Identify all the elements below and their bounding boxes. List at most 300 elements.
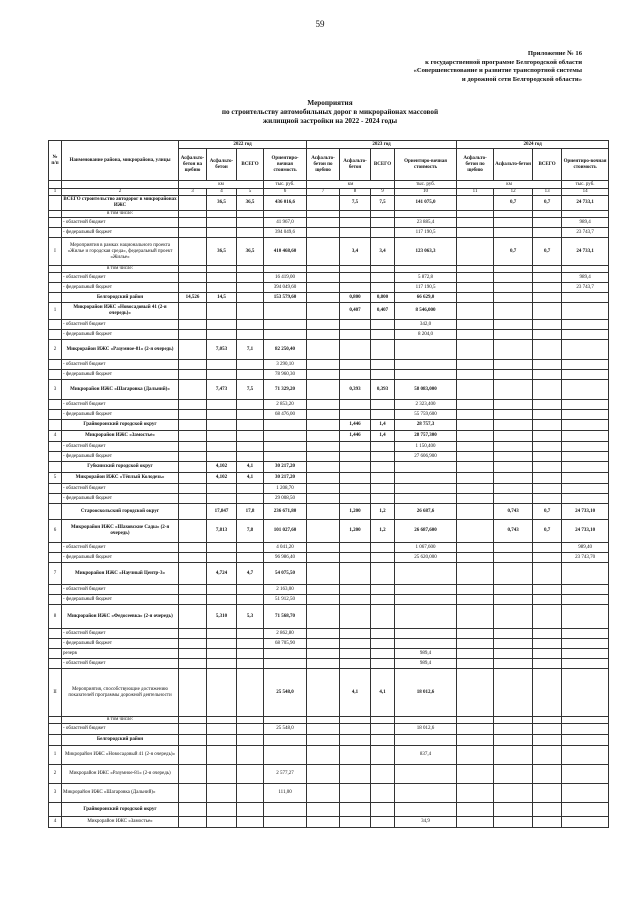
row-value xyxy=(457,585,494,595)
row-name: - федеральный бюджет xyxy=(62,410,179,420)
row-value xyxy=(179,452,207,462)
row-name: Микрорайон ИЖС «Тёплый Колодезь» xyxy=(62,473,179,484)
table-row xyxy=(49,494,609,504)
row-name: - федеральный бюджет xyxy=(62,553,179,563)
header-asphalt-gravel: Асфальто-бетон на щебню xyxy=(179,149,207,181)
row-value xyxy=(371,563,395,585)
row-value xyxy=(562,266,609,273)
table-row xyxy=(49,639,609,649)
row-value xyxy=(533,360,562,370)
row-value: 23 743,7 xyxy=(562,283,609,293)
row-number xyxy=(49,717,62,724)
row-value xyxy=(457,724,494,735)
row-value xyxy=(457,218,494,228)
row-value xyxy=(457,669,494,717)
row-value: 2 163,00 xyxy=(264,585,307,595)
row-number xyxy=(49,585,62,595)
row-value xyxy=(457,659,494,669)
row-value xyxy=(494,543,533,553)
row-value xyxy=(494,218,533,228)
row-value xyxy=(371,370,395,380)
row-value xyxy=(395,563,457,585)
row-value: 0,800 xyxy=(371,293,395,303)
table-row xyxy=(49,320,609,330)
row-value xyxy=(562,784,609,803)
row-value xyxy=(562,649,609,659)
unit-trub: тыс. руб. xyxy=(562,181,609,189)
row-value: 153 579,60 xyxy=(264,293,307,303)
row-value xyxy=(207,629,237,639)
table-row xyxy=(49,442,609,452)
row-value xyxy=(562,585,609,595)
row-value xyxy=(533,563,562,585)
row-value: 24 733,1 xyxy=(562,238,609,266)
row-value: 28 757,300 xyxy=(395,431,457,442)
row-value xyxy=(237,817,264,828)
row-value: 837,4 xyxy=(395,746,457,765)
row-value: 1,446 xyxy=(340,431,371,442)
row-value xyxy=(457,462,494,473)
row-value xyxy=(307,420,340,431)
row-value xyxy=(340,228,371,238)
row-value xyxy=(207,494,237,504)
row-value xyxy=(237,370,264,380)
row-value xyxy=(533,420,562,431)
row-value xyxy=(179,669,207,717)
header-asphalt-concrete: Асфальто-бетон xyxy=(207,149,237,181)
row-number xyxy=(49,649,62,659)
row-value xyxy=(307,283,340,293)
row-value xyxy=(264,803,307,817)
row-value xyxy=(307,563,340,585)
row-name: Мероприятия в рамках национального проекта «Жилье и городская среда», федеральный проект «Жилье» xyxy=(62,238,179,266)
unit-trub: тыс. руб. xyxy=(264,181,307,189)
row-value xyxy=(494,817,533,828)
table-row xyxy=(49,238,609,266)
row-value xyxy=(562,303,609,320)
row-value xyxy=(179,380,207,400)
row-value: 989,40 xyxy=(562,543,609,553)
row-value xyxy=(494,400,533,410)
row-value: 16 419,00 xyxy=(264,273,307,283)
row-value xyxy=(207,595,237,605)
row-value xyxy=(340,784,371,803)
row-value xyxy=(395,484,457,494)
row-value xyxy=(457,400,494,410)
row-value xyxy=(340,629,371,639)
row-value xyxy=(494,360,533,370)
row-value xyxy=(562,605,609,629)
row-value xyxy=(207,553,237,563)
row-value xyxy=(533,293,562,303)
row-value xyxy=(457,380,494,400)
row-value xyxy=(457,649,494,659)
row-value xyxy=(457,320,494,330)
row-value xyxy=(307,273,340,283)
row-value xyxy=(207,803,237,817)
row-value xyxy=(562,659,609,669)
row-number: 1 xyxy=(49,303,62,320)
row-value xyxy=(264,746,307,765)
row-value: 7,1 xyxy=(237,340,264,360)
row-value xyxy=(207,639,237,649)
row-name: - областной бюджет xyxy=(62,360,179,370)
unit-km: км xyxy=(179,181,264,189)
row-value xyxy=(179,462,207,473)
appendix-line: Приложение № 16 xyxy=(527,50,582,57)
row-value xyxy=(371,629,395,639)
row-value xyxy=(307,553,340,563)
header-year-2022: 2022 год xyxy=(179,141,307,149)
row-value xyxy=(307,452,340,462)
row-value: 3 290,10 xyxy=(264,360,307,370)
row-value xyxy=(307,442,340,452)
row-number: 4 xyxy=(49,431,62,442)
row-value xyxy=(371,659,395,669)
row-value xyxy=(371,649,395,659)
row-value: 96 986,40 xyxy=(264,553,307,563)
row-name: - областной бюджет xyxy=(62,659,179,669)
row-value: 236 671,80 xyxy=(264,504,307,520)
row-value xyxy=(207,442,237,452)
row-value xyxy=(237,669,264,717)
row-value xyxy=(179,228,207,238)
row-value xyxy=(457,211,494,218)
row-value xyxy=(395,803,457,817)
row-value xyxy=(562,765,609,784)
row-value xyxy=(562,669,609,717)
row-value: 24 733,10 xyxy=(562,520,609,543)
row-value xyxy=(237,273,264,283)
row-value xyxy=(307,473,340,484)
row-number: 1 xyxy=(49,746,62,765)
row-value xyxy=(179,473,207,484)
row-value xyxy=(395,765,457,784)
row-name: - федеральный бюджет xyxy=(62,494,179,504)
row-value xyxy=(237,585,264,595)
row-value: 1,4 xyxy=(371,420,395,431)
row-number xyxy=(49,228,62,238)
row-value xyxy=(179,765,207,784)
row-value xyxy=(179,629,207,639)
row-number xyxy=(49,639,62,649)
column-number: 10 xyxy=(395,189,457,196)
table-row xyxy=(49,629,609,639)
table-row xyxy=(49,563,609,585)
row-value xyxy=(371,442,395,452)
row-value xyxy=(340,746,371,765)
row-value xyxy=(533,543,562,553)
row-name: - областной бюджет xyxy=(62,320,179,330)
row-value xyxy=(237,400,264,410)
row-value xyxy=(533,473,562,484)
row-value: 4 041,20 xyxy=(264,543,307,553)
row-value xyxy=(494,724,533,735)
row-value: 2 323,400 xyxy=(395,400,457,410)
row-value xyxy=(207,320,237,330)
row-value xyxy=(179,431,207,442)
row-value xyxy=(207,452,237,462)
row-value: 0,743 xyxy=(494,504,533,520)
row-value xyxy=(237,784,264,803)
header-number: № п/п xyxy=(49,141,62,181)
row-value xyxy=(494,784,533,803)
row-value xyxy=(179,283,207,293)
row-value xyxy=(371,452,395,462)
row-number xyxy=(49,442,62,452)
row-value: 41 967,0 xyxy=(264,218,307,228)
row-value: 26 687,600 xyxy=(395,520,457,543)
row-value xyxy=(340,452,371,462)
row-value: 78 960,30 xyxy=(264,370,307,380)
row-value xyxy=(494,452,533,462)
appendix-header xyxy=(414,50,582,84)
table-row xyxy=(49,370,609,380)
row-number xyxy=(49,410,62,420)
row-value xyxy=(340,330,371,340)
table-row xyxy=(49,273,609,283)
row-value: 55 759,600 xyxy=(395,410,457,420)
row-value xyxy=(533,303,562,320)
row-value xyxy=(179,303,207,320)
row-value xyxy=(371,595,395,605)
row-value xyxy=(340,717,371,724)
row-value xyxy=(179,504,207,520)
row-value xyxy=(533,442,562,452)
row-number: 2 xyxy=(49,340,62,360)
row-value xyxy=(395,340,457,360)
row-name: - федеральный бюджет xyxy=(62,228,179,238)
row-value xyxy=(307,543,340,553)
row-value xyxy=(179,484,207,494)
row-value xyxy=(340,735,371,746)
row-value xyxy=(264,303,307,320)
column-number: 4 xyxy=(207,189,237,196)
row-name: - федеральный бюджет xyxy=(62,452,179,462)
row-value: 24 733,10 xyxy=(562,504,609,520)
table-row xyxy=(49,303,609,320)
row-value xyxy=(264,266,307,273)
row-value xyxy=(307,494,340,504)
row-value xyxy=(371,724,395,735)
row-value xyxy=(533,659,562,669)
title-line: по строительству автомобильных дорог в микрорайонах массовой xyxy=(221,108,439,116)
row-value xyxy=(179,595,207,605)
row-value xyxy=(371,462,395,473)
header-asphalt-concrete: Асфальто-бетон xyxy=(494,149,533,181)
row-value: 7,813 xyxy=(207,520,237,543)
row-value xyxy=(562,484,609,494)
row-value: 14,5 xyxy=(207,293,237,303)
table-row xyxy=(49,543,609,553)
row-value: 141 075,0 xyxy=(395,196,457,211)
row-value xyxy=(340,817,371,828)
row-value xyxy=(340,320,371,330)
row-value xyxy=(179,817,207,828)
row-value: 27 606,900 xyxy=(395,452,457,462)
row-name: - областной бюджет xyxy=(62,543,179,553)
row-value xyxy=(457,360,494,370)
row-value xyxy=(562,431,609,442)
row-value xyxy=(533,484,562,494)
row-number xyxy=(49,266,62,273)
row-value xyxy=(494,717,533,724)
row-value xyxy=(457,817,494,828)
row-value xyxy=(457,442,494,452)
row-value xyxy=(179,196,207,211)
row-value: 17,847 xyxy=(207,504,237,520)
row-value xyxy=(307,746,340,765)
row-value xyxy=(395,462,457,473)
row-name: Микрорайон ИЖС «Замостье» xyxy=(62,431,179,442)
row-value xyxy=(340,360,371,370)
row-value xyxy=(457,273,494,283)
row-value: 26 687,6 xyxy=(395,504,457,520)
row-value xyxy=(307,504,340,520)
row-value xyxy=(340,473,371,484)
row-name: - областной бюджет xyxy=(62,218,179,228)
row-value xyxy=(237,659,264,669)
row-value: 24 733,1 xyxy=(562,196,609,211)
table-row xyxy=(49,228,609,238)
row-number: 8 xyxy=(49,605,62,629)
row-value xyxy=(264,431,307,442)
row-value xyxy=(264,735,307,746)
row-value xyxy=(533,765,562,784)
row-value xyxy=(307,431,340,442)
row-value xyxy=(395,605,457,629)
row-name: - федеральный бюджет xyxy=(62,595,179,605)
row-value xyxy=(494,380,533,400)
row-value xyxy=(562,442,609,452)
row-value: 117 190,5 xyxy=(395,283,457,293)
row-value xyxy=(237,266,264,273)
row-value xyxy=(371,360,395,370)
row-value: 68 476,00 xyxy=(264,410,307,420)
row-value xyxy=(307,293,340,303)
row-name: - областной бюджет xyxy=(62,585,179,595)
row-number xyxy=(49,196,62,211)
row-value xyxy=(371,320,395,330)
row-value xyxy=(307,462,340,473)
row-value xyxy=(494,370,533,380)
unit-trub: тыс. руб. xyxy=(395,181,457,189)
table-row xyxy=(49,553,609,563)
row-value xyxy=(237,494,264,504)
row-value xyxy=(340,494,371,504)
row-value: 436 016,6 xyxy=(264,196,307,211)
unit-km: км xyxy=(307,181,395,189)
table-row xyxy=(49,473,609,484)
table-row xyxy=(49,211,609,218)
table-row xyxy=(49,504,609,520)
row-value xyxy=(340,639,371,649)
row-name: Грайворонский городской округ xyxy=(62,803,179,817)
row-value xyxy=(179,717,207,724)
row-name: Микрорайон ИЖС «Новосадовый 41 (2-я очередь)» xyxy=(62,303,179,320)
row-value xyxy=(371,803,395,817)
row-value: 5,3 xyxy=(237,605,264,629)
row-value xyxy=(307,400,340,410)
row-value xyxy=(179,520,207,543)
row-value xyxy=(533,273,562,283)
row-value: 1,200 xyxy=(340,520,371,543)
row-value: 989,4 xyxy=(395,659,457,669)
row-value xyxy=(340,442,371,452)
row-value xyxy=(207,669,237,717)
row-value xyxy=(307,659,340,669)
row-value xyxy=(179,360,207,370)
column-number: 2 xyxy=(62,189,179,196)
row-value: 7,8 xyxy=(237,520,264,543)
row-number xyxy=(49,273,62,283)
row-value xyxy=(207,746,237,765)
row-value: 4,7 xyxy=(237,563,264,585)
row-value xyxy=(179,442,207,452)
row-value xyxy=(307,629,340,639)
row-value xyxy=(494,293,533,303)
row-value: 7,5 xyxy=(237,380,264,400)
table-row xyxy=(49,595,609,605)
row-value xyxy=(340,659,371,669)
row-value: 25 620,000 xyxy=(395,553,457,563)
row-value xyxy=(494,473,533,484)
row-value xyxy=(533,724,562,735)
row-value xyxy=(494,211,533,218)
row-name: Микрорайон ИЖС «Замостье» xyxy=(62,817,179,828)
row-value xyxy=(207,817,237,828)
row-value xyxy=(264,420,307,431)
row-value: 989,4 xyxy=(562,273,609,283)
row-value xyxy=(207,585,237,595)
row-value xyxy=(533,452,562,462)
row-value: 0,7 xyxy=(533,196,562,211)
row-value: 989,4 xyxy=(562,218,609,228)
row-value: 7,053 xyxy=(207,340,237,360)
row-value xyxy=(457,520,494,543)
row-number xyxy=(49,629,62,639)
page-number: 59 xyxy=(315,19,325,29)
title-line: Мероприятия xyxy=(307,99,353,107)
table-row xyxy=(49,803,609,817)
row-value xyxy=(340,724,371,735)
row-value: 0,407 xyxy=(371,303,395,320)
column-number: 14 xyxy=(562,189,609,196)
row-name: - областной бюджет xyxy=(62,400,179,410)
row-name: в том числе: xyxy=(62,211,179,218)
row-value: 36,5 xyxy=(207,196,237,211)
row-value xyxy=(179,273,207,283)
row-value xyxy=(237,410,264,420)
row-value xyxy=(307,817,340,828)
row-name: Мероприятия, способствующие достижению показателей программы дорожной деятельности xyxy=(62,669,179,717)
row-value xyxy=(395,595,457,605)
row-number xyxy=(49,462,62,473)
row-value: 71 329,20 xyxy=(264,380,307,400)
row-value xyxy=(264,717,307,724)
row-value: 14,526 xyxy=(179,293,207,303)
row-value: 1,200 xyxy=(340,504,371,520)
table-row xyxy=(49,452,609,462)
row-value xyxy=(179,553,207,563)
row-value xyxy=(457,605,494,629)
row-value xyxy=(562,717,609,724)
activities-table xyxy=(48,140,609,828)
row-value: 1,2 xyxy=(371,520,395,543)
row-value xyxy=(494,431,533,442)
row-value xyxy=(179,803,207,817)
row-value xyxy=(307,484,340,494)
